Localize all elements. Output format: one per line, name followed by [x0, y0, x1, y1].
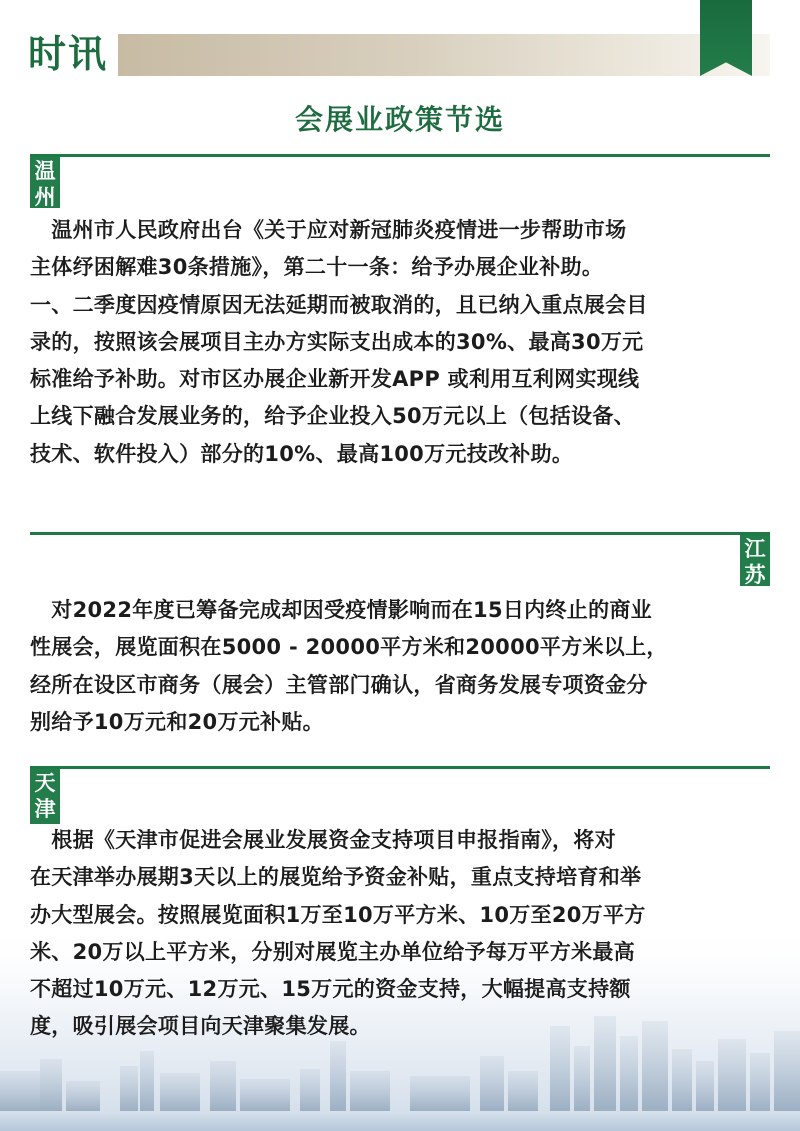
section-heading: 会展业政策节选 — [294, 103, 505, 136]
text-line: 上线下融合发展业务的，给予企业投入50万元以上（包括设备、 — [30, 404, 635, 429]
text-line: 主体纾困解难30条措施》，第二十一条：给予办展企业补助。 — [30, 255, 604, 280]
region-tag-wenzhou — [30, 157, 60, 208]
region-tag-tianjin — [30, 769, 60, 824]
section-divider — [30, 766, 770, 769]
text-line: 技术、软件投入）部分的10%、最高100万元技改补助。 — [30, 441, 574, 466]
text-line: 一、二季度因疫情原因无法延期而被取消的，且已纳入重点展会目 — [30, 292, 648, 317]
text-line: 标准给予补助。对市区办展企业新开发APP 或利用互利网实现线 — [30, 367, 640, 392]
text-line: 性展会，展览面积在5000 - 20000平方米和20000平方米以上， — [30, 635, 668, 660]
text-line: 温州市人民政府出台《关于应对新冠肺炎疫情进一步帮助市场 — [30, 218, 627, 242]
text-line: 度，吸引展会项目向天津聚集发展。 — [30, 1014, 371, 1039]
text-line: 不超过10万元、12万元、15万元的资金支持，大幅提高支持额 — [30, 977, 631, 1002]
region-tag-label: 温 州 — [34, 159, 56, 209]
region-tag-label: 江 苏 — [744, 537, 766, 587]
text-line: 在天津举办展期3天以上的展览给予资金补贴，重点支持培育和举 — [30, 865, 642, 890]
text-line: 录的，按照该会展项目主办方实际支出成本的30%、最高30万元 — [30, 329, 644, 354]
column-title: 时讯 — [28, 32, 109, 76]
text-line: 办大型展会。按照展览面积1万至10万平方米、10万至20万平方 — [30, 902, 646, 927]
text-line: 经所在设区市商务（展会）主管部门确认，省商务发展专项资金分 — [30, 672, 648, 697]
section-divider — [30, 532, 770, 535]
text-line: 对2022年度已筹备完成却因受疫情影响而在15日内终止的商业 — [30, 598, 652, 622]
text-line: 别给予10万元和20万元补贴。 — [30, 709, 324, 734]
text-line: 根据《天津市促进会展业发展资金支持项目申报指南》，将对 — [30, 828, 616, 852]
paragraph-jiangsu — [30, 592, 780, 741]
paragraph-tianjin — [30, 822, 780, 1046]
section-divider — [30, 154, 770, 157]
region-tag-jiangsu — [740, 535, 770, 586]
header-gradient-bar — [118, 34, 770, 76]
text-line: 米、20万以上平方米，分别对展览主办单位给予每万平方米最高 — [30, 939, 635, 964]
region-tag-label: 天 津 — [34, 771, 56, 821]
paragraph-wenzhou — [30, 212, 780, 473]
